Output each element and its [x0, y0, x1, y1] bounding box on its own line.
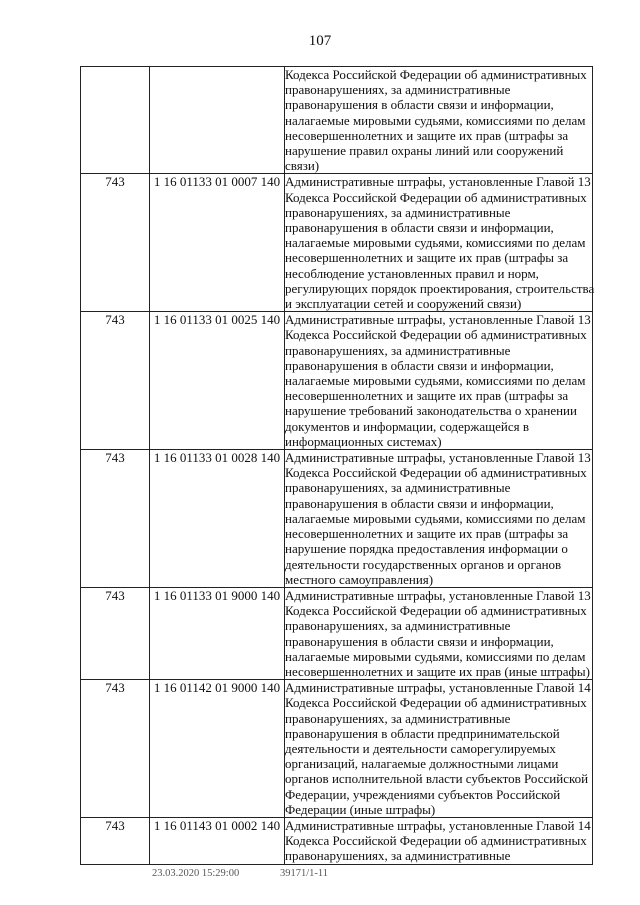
- description-cell: [285, 587, 593, 679]
- budget-code-cell: 1 16 01133 01 0025 140: [150, 312, 285, 450]
- admin-code-cell: 743: [81, 174, 150, 312]
- description-line: несовершеннолетних и защите их прав (иные штрафы): [285, 663, 590, 679]
- description-line: деятельности и деятельности саморегулируемых: [285, 740, 556, 756]
- description-line: Административные штрафы, установленные Главой 13: [285, 174, 591, 190]
- description-line: несоблюдение установленных правил и норм,: [285, 265, 539, 281]
- description-line: правонарушениях, за административные: [285, 618, 511, 634]
- description-line: нарушение правил охраны линий или сооружений: [285, 143, 564, 159]
- description-cell: [285, 450, 593, 588]
- description-cell: [285, 680, 593, 818]
- description-line: Кодекса Российской Федерации об административных: [285, 67, 587, 82]
- description-line: Федерации, учреждениями субъектов Российской: [285, 786, 561, 802]
- admin-code-cell: 743: [81, 450, 150, 588]
- description-line: налагаемые мировыми судьями, комиссиями по делам: [285, 648, 586, 664]
- description-line: нарушение порядка предоставления информации о: [285, 541, 568, 557]
- description-line: несовершеннолетних и защите их прав (штрафы за: [285, 250, 569, 266]
- description-line: органов исполнительной власти субъектов Российской: [285, 771, 589, 787]
- description-line: правонарушениях, за административные: [285, 342, 511, 358]
- budget-code-cell: 1 16 01133 01 0028 140: [150, 450, 285, 588]
- table-row: [81, 587, 593, 679]
- description-cell: [285, 312, 593, 450]
- description-line: Административные штрафы, установленные Главой 13: [285, 312, 591, 328]
- budget-classification-table: [80, 66, 593, 865]
- footer-date: 23.03.2020 15:29:00: [152, 868, 240, 879]
- description-line: Кодекса Российской Федерации об административных: [285, 327, 587, 343]
- description-line: правонарушения в области связи и информации,: [285, 97, 554, 113]
- description-line: нарушение требований законодательства о хранении: [285, 403, 577, 419]
- description-line: налагаемые мировыми судьями, комиссиями по делам: [285, 373, 586, 389]
- description-line: правонарушениях, за административные: [285, 848, 511, 864]
- description-line: организаций, налагаемые должностными лицами: [285, 756, 559, 772]
- description-cell: [285, 817, 593, 864]
- table-row: [81, 174, 593, 312]
- description-line: правонарушениях, за административные: [285, 204, 511, 220]
- description-line: несовершеннолетних и защите их прав (штрафы за: [285, 388, 569, 404]
- description-line: правонарушениях, за административные: [285, 480, 511, 496]
- description-line: налагаемые мировыми судьями, комиссиями по делам: [285, 510, 586, 526]
- description-line: документов и информации, содержащейся в: [285, 418, 529, 434]
- description-line: несовершеннолетних и защите их прав (штрафы за: [285, 127, 569, 143]
- description-cell: [285, 174, 593, 312]
- table-row: [81, 680, 593, 818]
- description-line: правонарушениях, за административные: [285, 82, 511, 98]
- description-line: правонарушения в области связи и информации,: [285, 633, 554, 649]
- description-line: Административные штрафы, установленные Главой 13: [285, 587, 591, 603]
- table-row: [81, 450, 593, 588]
- description-line: налагаемые мировыми судьями, комиссиями по делам: [285, 112, 586, 128]
- table-row: [81, 817, 593, 864]
- table-row: [81, 312, 593, 450]
- description-line: правонарушениях, за административные: [285, 710, 511, 726]
- budget-code-cell: 1 16 01133 01 0007 140: [150, 174, 285, 312]
- budget-code-cell: 1 16 01142 01 9000 140: [150, 680, 285, 818]
- description-line: Кодекса Российской Федерации об административных: [285, 695, 587, 711]
- footer-doc-id: 39171/1-11: [280, 868, 329, 879]
- description-line: регулирующих порядок проектирования, строительства: [285, 280, 595, 296]
- description-line: налагаемые мировыми судьями, комиссиями по делам: [285, 235, 586, 251]
- description-line: Кодекса Российской Федерации об административных: [285, 603, 587, 619]
- description-line: Административные штрафы, установленные Главой 13: [285, 450, 591, 466]
- page-number: 107: [308, 33, 332, 49]
- description-line: правонарушения в области предпринимательской: [285, 725, 560, 741]
- admin-code-cell: 743: [81, 680, 150, 818]
- description-line: правонарушения в области связи и информации,: [285, 220, 554, 236]
- description-line: и эксплуатации сетей и сооружений связи): [285, 296, 522, 312]
- description-line: правонарушения в области связи и информации,: [285, 495, 554, 511]
- description-line: несовершеннолетних и защите их прав (штрафы за: [285, 526, 569, 542]
- description-line: информационных системах): [285, 433, 442, 449]
- description-line: местного самоуправления): [285, 571, 434, 587]
- description-line: связи): [285, 158, 320, 174]
- table-row: [81, 67, 593, 174]
- admin-code-cell: 743: [81, 587, 150, 679]
- description-cell: [285, 67, 593, 174]
- description-line: Кодекса Российской Федерации об административных: [285, 833, 587, 849]
- admin-code-cell: 743: [81, 817, 150, 864]
- budget-code-cell: [150, 67, 285, 174]
- description-line: Федерации (иные штрафы): [285, 801, 436, 817]
- admin-code-cell: 743: [81, 312, 150, 450]
- description-line: Кодекса Российской Федерации об административных: [285, 465, 587, 481]
- description-line: Административные штрафы, установленные Главой 14: [285, 680, 591, 696]
- description-line: Кодекса Российской Федерации об административных: [285, 189, 587, 205]
- budget-code-cell: 1 16 01143 01 0002 140: [150, 817, 285, 864]
- description-line: Административные штрафы, установленные Главой 14: [285, 817, 591, 833]
- description-line: деятельности государственных органов и органов: [285, 556, 562, 572]
- budget-code-cell: 1 16 01133 01 9000 140: [150, 587, 285, 679]
- description-line: правонарушения в области связи и информации,: [285, 357, 554, 373]
- admin-code-cell: [81, 67, 150, 174]
